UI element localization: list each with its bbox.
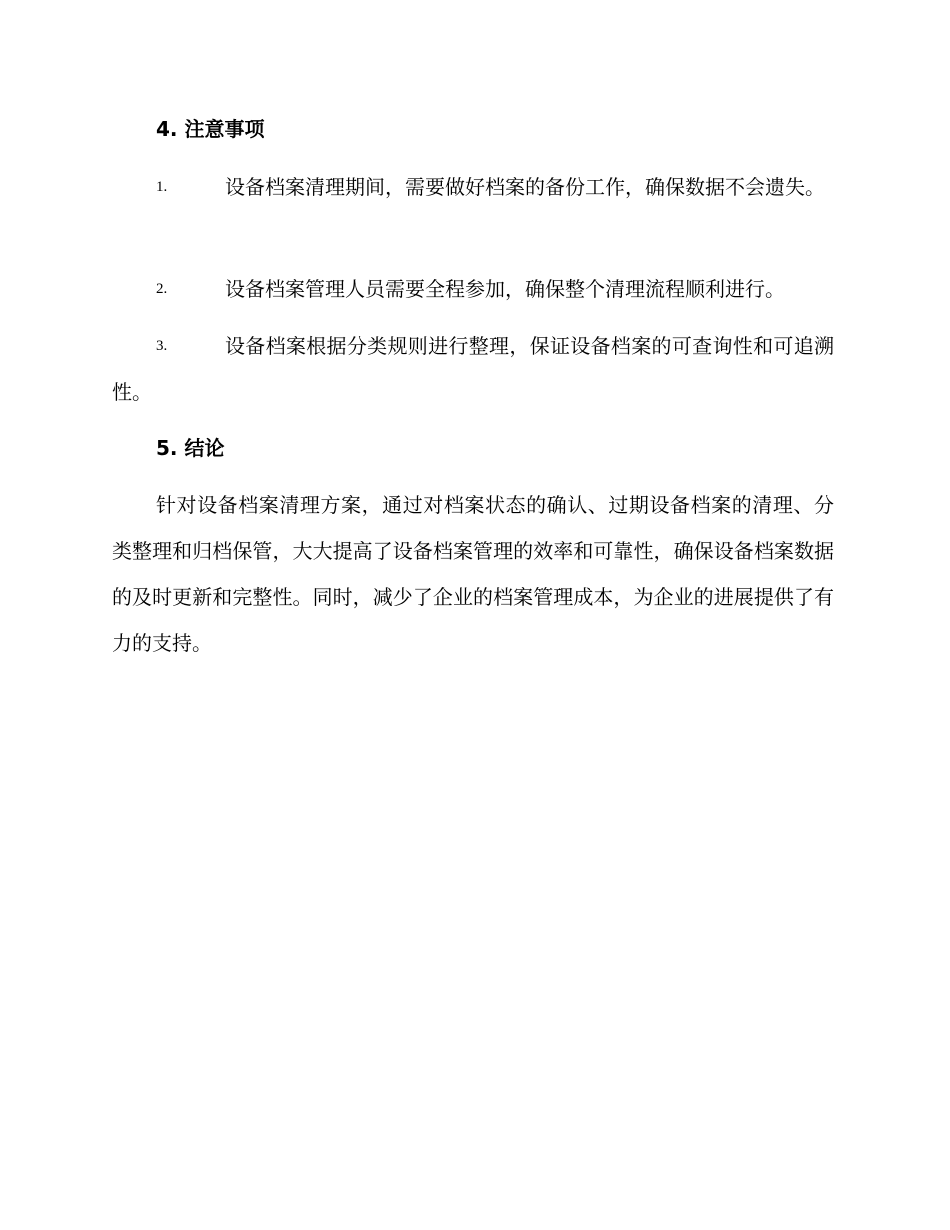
section-4-heading: 4. 注意事项 xyxy=(156,117,265,141)
list-item-2 xyxy=(112,266,834,312)
list-item-text: 设备档案管理人员需要全程参加，确保整个清理流程顺利进行。 xyxy=(225,277,785,301)
list-item-1 xyxy=(112,164,834,210)
list-number: 2. xyxy=(156,281,168,297)
list-item-3 xyxy=(112,323,834,415)
conclusion-paragraph: 针对设备档案清理方案，通过对档案状态的确认、过期设备档案的清理、分类整理和归档保管，大大提高了设备档案管理的效率和可靠性，确保设备档案数据的及时更新和完整性。同时，减少了企业的档案管理成本，为企业的进展提供了有力的支持。 xyxy=(112,493,834,655)
section-5-heading: 5. 结论 xyxy=(156,436,225,460)
list-item-text: 设备档案清理期间，需要做好档案的备份工作，确保数据不会遗失。 xyxy=(225,175,825,199)
list-number: 3. xyxy=(156,338,168,354)
list-item-text: 设备档案根据分类规则进行整理，保证设备档案的可查询性和可追溯性。 xyxy=(112,334,834,404)
list-number: 1. xyxy=(156,179,168,195)
